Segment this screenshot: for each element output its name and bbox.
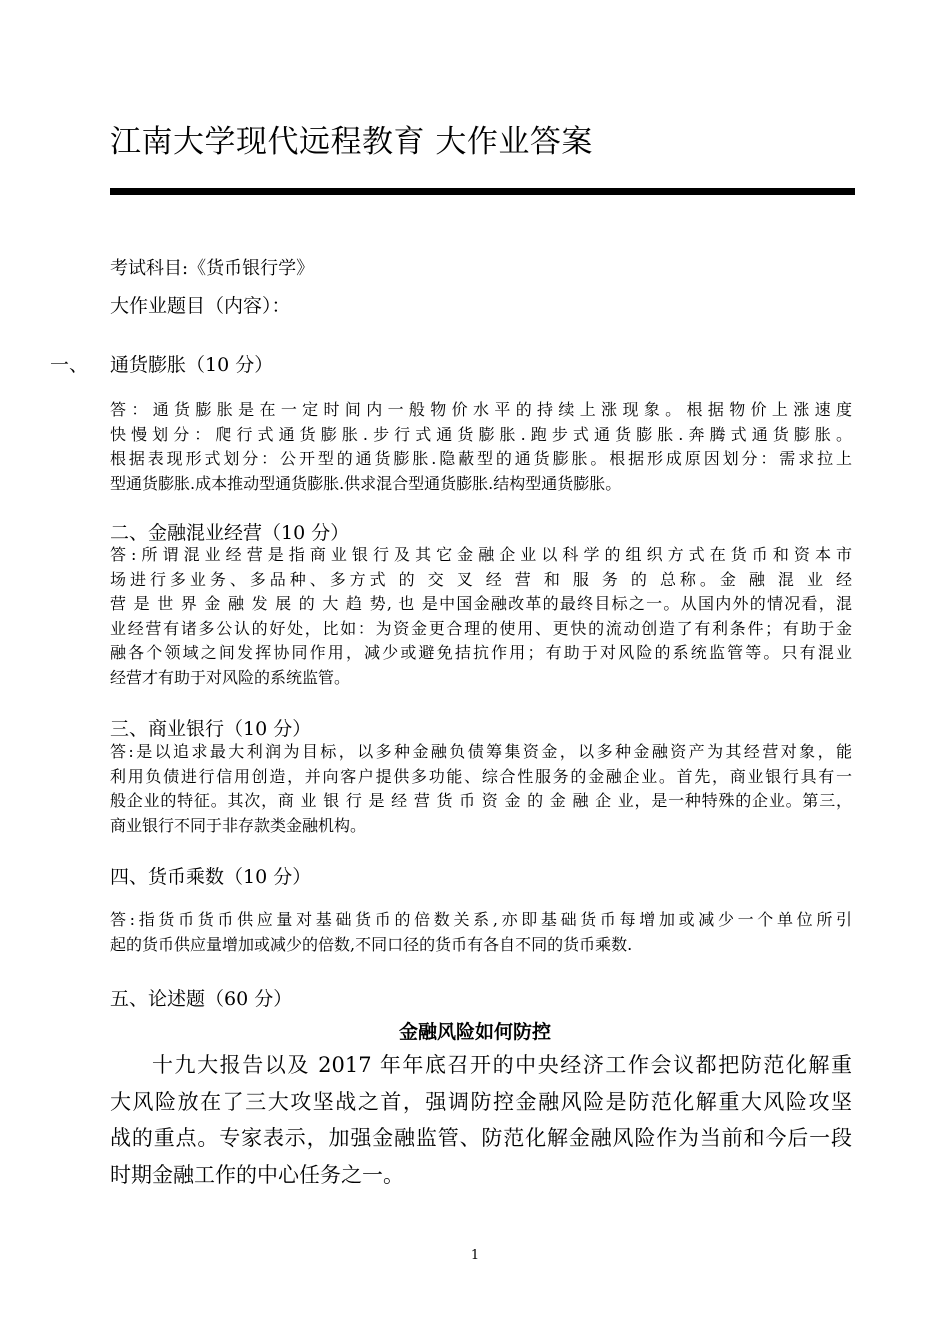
- essay-line: 战的重点。专家表示，加强金融监管、防范化解金融风险作为当前和今后一段: [110, 1126, 852, 1150]
- answer-line: 型通货膨胀.成本推动型通货膨胀.供求混合型通货膨胀.结构型通货膨胀。: [110, 473, 622, 493]
- section-2-answer: [110, 543, 852, 690]
- answer-line: 起的货币供应量增加或减少的倍数,不同口径的货币有各自不同的货币乘数.: [110, 934, 633, 954]
- answer-line: 经营才有助于对风险的系统监管。: [110, 667, 351, 687]
- answer-line: 答：通货膨胀是在一定时间内一般物价水平的持续上涨现象。根据物价上涨速度: [110, 400, 852, 419]
- title-divider: [110, 188, 855, 195]
- section-1-answer: [110, 398, 852, 496]
- answer-line: 般企业的特征。其次，商 业 银 行 是 经 营 货 币 资 金 的 金 融 企 业，是一种特殊的企业。第三，: [110, 791, 852, 810]
- answer-line: 利用负债进行信用创造，并向客户提供多功能、综合性服务的金融企业。首先，商业银行具有一: [110, 766, 852, 786]
- answer-line: 营 是 世 界 金 融 发 展 的 大 趋 势, 也 是中国金融改革的最终目标之一。从国内外的情况看，混: [110, 594, 852, 613]
- document-title: 江南大学现代远程教育 大作业答案: [110, 124, 593, 160]
- section-3-heading: 三、商业银行（10 分）: [110, 718, 312, 740]
- section-3-answer: [110, 740, 852, 838]
- essay-body: [110, 1047, 852, 1193]
- page-number: 1: [470, 1248, 480, 1263]
- section-5-heading: 五、论述题（60 分）: [110, 988, 293, 1010]
- assignment-topic-heading: 大作业题目（内容）：: [110, 295, 291, 317]
- section-4-heading: 四、货币乘数（10 分）: [110, 866, 312, 888]
- essay-line: 十九大报告以及 2017 年年底召开的中央经济工作会议都把防范化解重: [152, 1053, 852, 1077]
- section-1-number: 一、: [50, 354, 89, 376]
- answer-line: 根据表现形式划分：公开型的通货膨胀.隐蔽型的通货膨胀。根据形成原因划分：需求拉上: [110, 449, 852, 468]
- essay-line: 时期金融工作的中心任务之一。: [110, 1162, 404, 1187]
- answer-line: 答:所谓混业经营是指商业银行及其它金融企业以科学的组织方式在货币和资本市: [110, 545, 852, 564]
- exam-subject: 考试科目:《货币银行学》: [110, 258, 315, 279]
- section-4-answer: [110, 908, 852, 957]
- essay-line: 大风险放在了三大攻坚战之首，强调防控金融风险是防范化解重大风险攻坚: [110, 1089, 852, 1114]
- answer-line: 场进行多业务、多品种、多方式 的 交 叉 经 营 和 服 务 的 总称。金 融 混 业 经: [110, 569, 852, 589]
- answer-line: 商业银行不同于非存款类金融机构。: [110, 815, 367, 835]
- section-1-heading: 通货膨胀（10 分）: [110, 354, 274, 376]
- essay-title: 金融风险如何防控: [398, 1021, 551, 1043]
- answer-line: 业经营有诸多公认的好处，比如：为资金更合理的使用、更快的流动创造了有利条件；有助于金: [110, 618, 852, 638]
- section-2-heading: 二、金融混业经营（10 分）: [110, 522, 350, 544]
- answer-line: 答:指货币货币供应量对基础货币的倍数关系,亦即基础货币每增加或减少一个单位所引: [110, 910, 852, 929]
- answer-line: 快慢划分：爬行式通货膨胀.步行式通货膨胀.跑步式通货膨胀.奔腾式通货膨胀。: [110, 424, 852, 444]
- answer-line: 答:是以追求最大利润为目标，以多种金融负债筹集资金，以多种金融资产为其经营对象，能: [110, 742, 852, 761]
- answer-line: 融各个领域之间发挥协同作用，减少或避免拮抗作用；有助于对风险的系统监管等。只有混业: [110, 643, 852, 662]
